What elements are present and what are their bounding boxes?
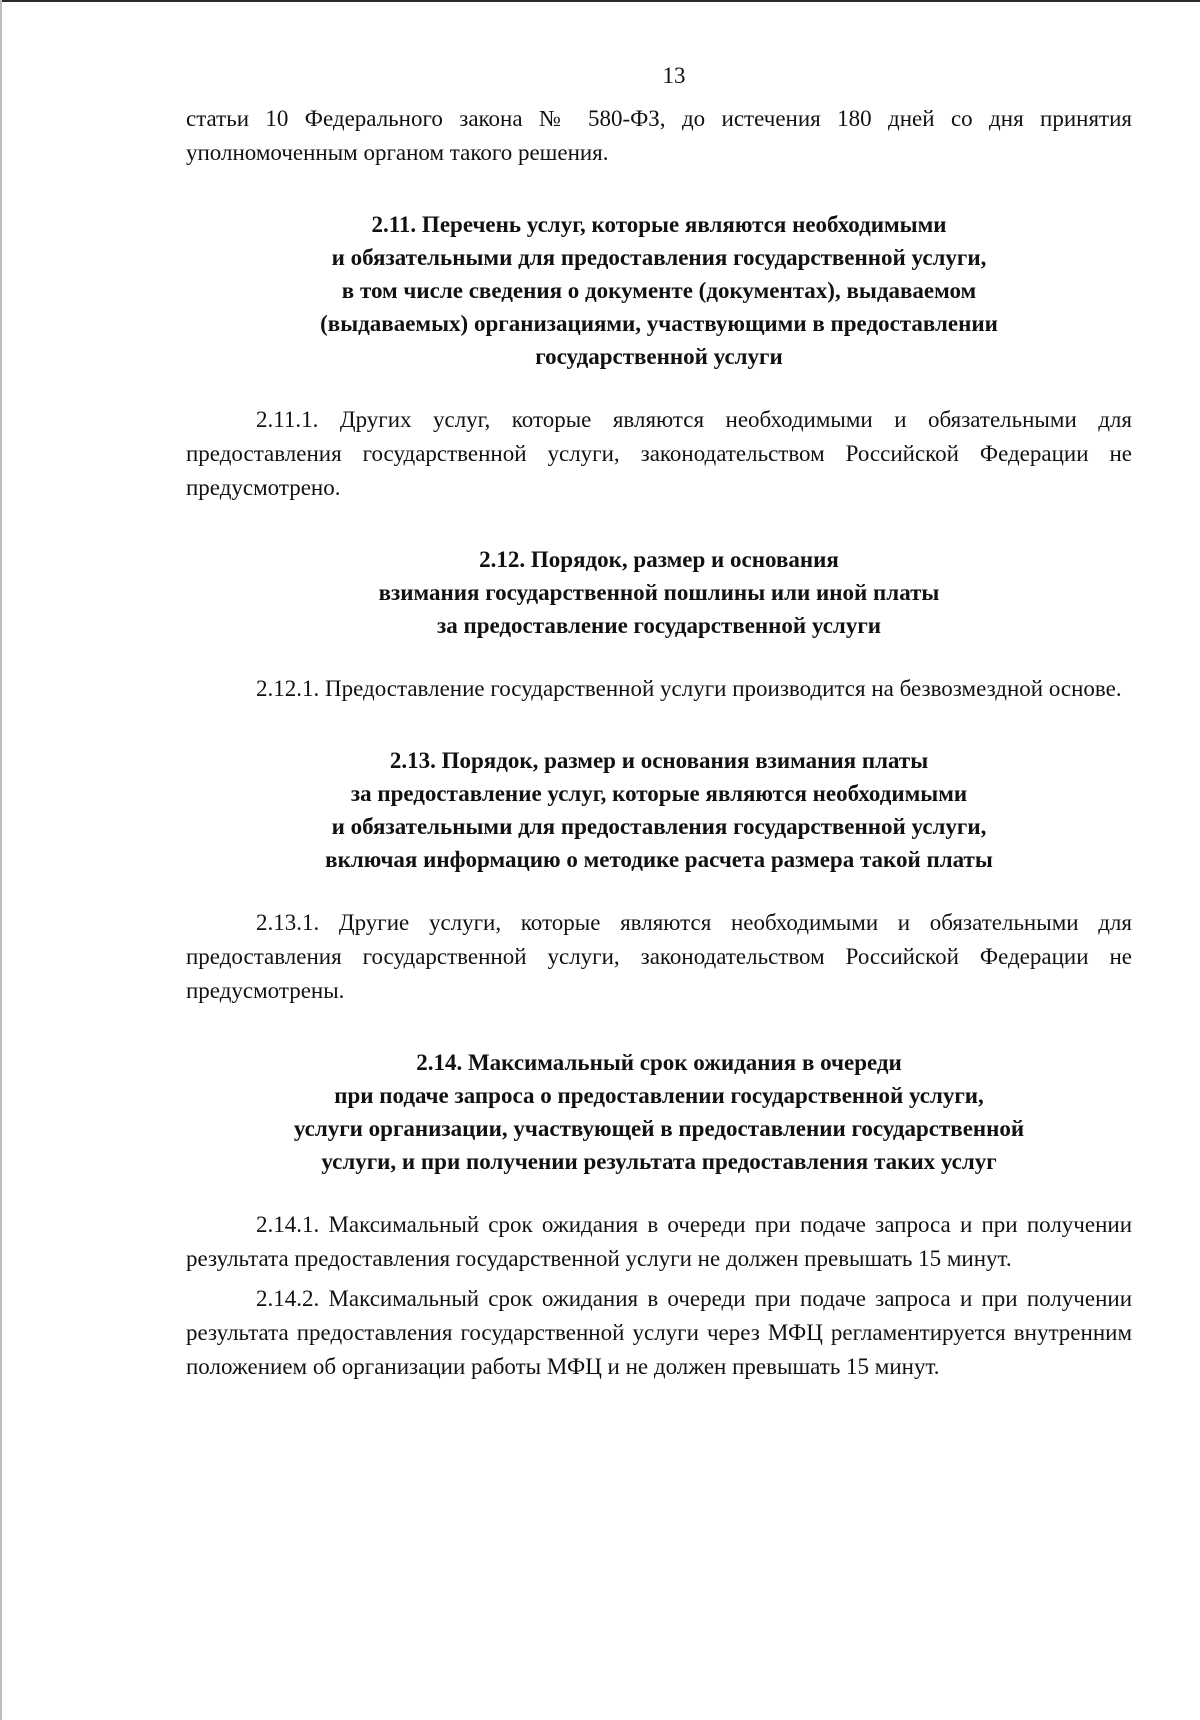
heading-line: включая информацию о методике расчета размера такой платы bbox=[325, 847, 993, 872]
heading-line: государственной услуги bbox=[535, 344, 783, 369]
heading-line: услуги, и при получении результата предоставления таких услуг bbox=[321, 1149, 997, 1174]
heading-line: услуги организации, участвующей в предоставлении государственной bbox=[293, 1116, 1025, 1141]
section-heading bbox=[186, 543, 1132, 642]
heading-line: при подаче запроса о предоставлении государственной услуги, bbox=[334, 1083, 984, 1108]
scan-edge-top bbox=[0, 0, 1200, 2]
paragraph-2-14-2: 2.14.2. Максимальный срок ожидания в очереди при подаче запроса и при получении результата предоставления государственной услуги через МФЦ регламентируется внутренним положением об организации работы МФЦ и не должен превышать 15 минут. bbox=[186, 1286, 1132, 1379]
heading-line: 2.14. Максимальный срок ожидания в очереди bbox=[416, 1050, 902, 1075]
heading-line: взимания государственной пошлины или иной платы bbox=[378, 580, 940, 605]
heading-line: 2.13. Порядок, размер и основания взимания платы bbox=[389, 748, 929, 773]
section-2-11 bbox=[186, 208, 1132, 505]
section-heading bbox=[186, 208, 1132, 373]
heading-line: за предоставление государственной услуги bbox=[436, 613, 882, 638]
paragraph-2-11-1: 2.11.1. Других услуг, которые являются необходимыми и обязательными для предоставления государственной услуги, законодательством Российской Федерации не предусмотрено. bbox=[186, 407, 1132, 500]
document-page bbox=[186, 60, 1132, 1384]
heading-line: в том числе сведения о документе (документах), выдаваемом bbox=[341, 278, 977, 303]
section-heading bbox=[186, 1046, 1132, 1178]
section-2-14 bbox=[186, 1046, 1132, 1384]
paragraph-2-12-1: 2.12.1. Предоставление государственной услуги производится на безвозмездной основе. bbox=[256, 676, 1122, 701]
heading-line: 2.12. Порядок, размер и основания bbox=[479, 547, 839, 572]
section-2-13 bbox=[186, 744, 1132, 1008]
heading-line: (выдаваемых) организациями, участвующими в предоставлении bbox=[320, 311, 998, 336]
section-heading bbox=[186, 744, 1132, 876]
page-number: 13 bbox=[662, 63, 686, 88]
heading-line: и обязательными для предоставления государственной услуги, bbox=[331, 245, 987, 270]
heading-line: за предоставление услуг, которые являются необходимыми bbox=[350, 781, 968, 806]
paragraph-2-13-1: 2.13.1. Другие услуги, которые являются необходимыми и обязательными для предоставления государственной услуги, законодательством Российской Федерации не предусмотрены. bbox=[186, 910, 1132, 1003]
heading-line: и обязательными для предоставления государственной услуги, bbox=[331, 814, 987, 839]
intro-paragraph: статьи 10 Федерального закона № 580-ФЗ, до истечения 180 дней со дня принятия уполномоченным органом такого решения. bbox=[186, 106, 1132, 165]
heading-line: 2.11. Перечень услуг, которые являются необходимыми bbox=[371, 212, 947, 237]
section-2-12 bbox=[186, 543, 1132, 706]
paragraph-2-14-1: 2.14.1. Максимальный срок ожидания в очереди при подаче запроса и при получении результата предоставления государственной услуги не должен превышать 15 минут. bbox=[186, 1212, 1132, 1271]
scan-edge-left bbox=[0, 0, 2, 1720]
